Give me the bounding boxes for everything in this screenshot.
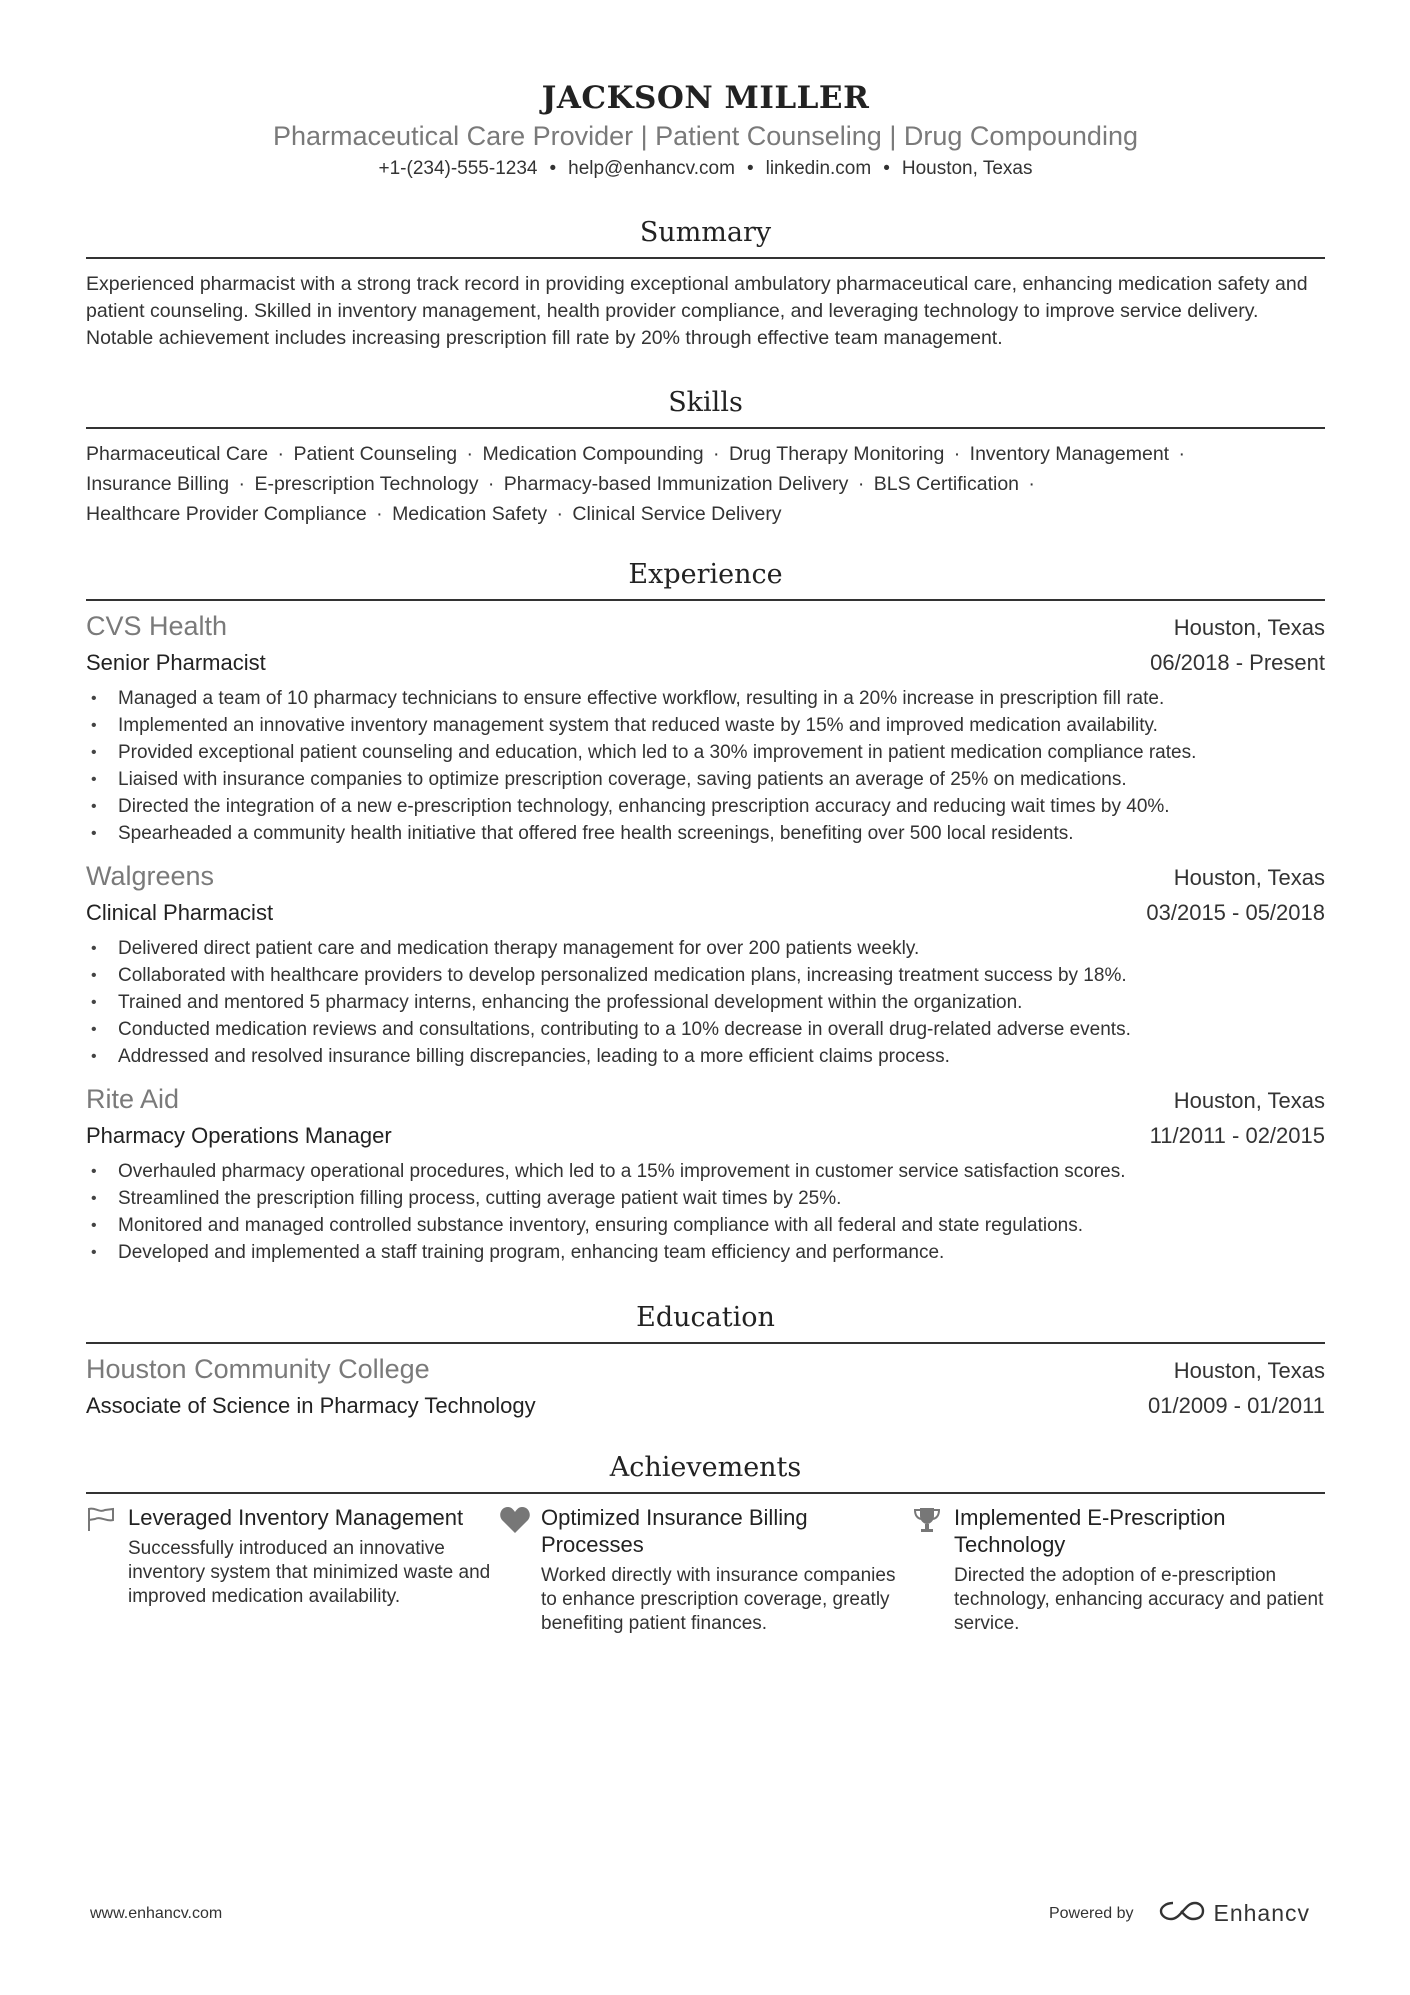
- skills-line: Healthcare Provider Compliance · Medication Safety · Clinical Service Delivery: [86, 503, 782, 525]
- skills-line: Pharmaceutical Care · Patient Counseling · Medication Compounding · Drug Therapy Monitoring · Inventory Management ·: [86, 443, 1186, 465]
- section-divider: [86, 427, 1325, 429]
- skill-item: Pharmaceutical Care: [86, 443, 269, 465]
- skill-item: Medication Safety: [392, 503, 548, 525]
- job-dates: 06/2018 - Present: [1150, 650, 1325, 675]
- section-divider: [86, 599, 1325, 601]
- achievement-description: Directed the adoption of e-prescription technology, enhancing accuracy and patient service.: [954, 1565, 1324, 1634]
- contact-email[interactable]: help@enhancv.com: [568, 158, 735, 179]
- education-entry: [86, 1352, 1325, 1424]
- company-name: CVS Health: [86, 611, 228, 641]
- section-title-experience: Experience: [628, 559, 783, 590]
- education-section: [86, 1300, 1325, 1424]
- experience-entry: [86, 609, 1325, 847]
- degree-name: Associate of Science in Pharmacy Technology: [86, 1393, 536, 1418]
- achievement-description: Successfully introduced an innovative inventory system that minimized waste and improved medication availability.: [128, 1538, 491, 1607]
- skills-line: Insurance Billing · E-prescription Technology · Pharmacy-based Immunization Delivery · BLS Certification ·: [86, 473, 1035, 495]
- bullet-item: • Managed a team of 10 pharmacy technicians to ensure effective workflow, resulting in a 20% increase in prescription fill rate.: [86, 685, 1325, 712]
- contact-linkedin[interactable]: linkedin.com: [765, 158, 872, 179]
- contact-location: Houston, Texas: [901, 158, 1033, 179]
- skill-item: Healthcare Provider Compliance: [86, 503, 367, 525]
- summary-section: [86, 215, 1325, 352]
- job-location: Houston, Texas: [1173, 615, 1325, 640]
- job-title: Clinical Pharmacist: [86, 900, 274, 925]
- achievement-title: Optimized Insurance Billing Processes: [541, 1505, 808, 1557]
- skills-list: [86, 439, 1325, 529]
- bullet-item: • Spearheaded a community health initiative that offered free health screenings, benefiting over 500 local residents.: [86, 820, 1325, 847]
- powered-by-label: Powered by: [1048, 1904, 1134, 1922]
- achievements-grid: [86, 1504, 1325, 1636]
- footer-website[interactable]: www.enhancv.com: [90, 1905, 223, 1922]
- job-location: Houston, Texas: [1173, 865, 1325, 890]
- contact-phone: +1-(234)-555-1234: [378, 158, 538, 179]
- skill-item: Drug Therapy Monitoring: [728, 443, 945, 465]
- bullet-item: • Directed the integration of a new e-prescription technology, enhancing prescription accuracy and reducing wait times by 40%.: [86, 793, 1325, 820]
- heart-icon: [499, 1504, 541, 1636]
- flag-icon: [86, 1504, 128, 1636]
- school-location: Houston, Texas: [1173, 1358, 1325, 1383]
- skill-item: Inventory Management: [969, 443, 1170, 465]
- skill-item: Insurance Billing: [86, 473, 230, 495]
- resume-header: [86, 78, 1325, 182]
- contact-separator: •: [549, 158, 557, 179]
- bullet-item: • Streamlined the prescription filling process, cutting average patient wait times by 25%.: [86, 1185, 1325, 1212]
- job-location: Houston, Texas: [1173, 1088, 1325, 1113]
- experience-entry: [86, 1082, 1325, 1266]
- bullet-item: • Monitored and managed controlled substance inventory, ensuring compliance with all federal and state regulations.: [86, 1212, 1325, 1239]
- section-title-summary: Summary: [639, 217, 772, 248]
- job-dates: 03/2015 - 05/2018: [1146, 900, 1325, 925]
- bullet-item: • Collaborated with healthcare providers to develop personalized medication plans, increasing treatment success by 18%.: [86, 962, 1325, 989]
- enhancv-logo-icon: [1159, 1899, 1205, 1928]
- experience-entry: [86, 859, 1325, 1070]
- footer-branding: [1049, 1899, 1310, 1928]
- enhancv-brand[interactable]: Enhancv: [1213, 1900, 1310, 1926]
- achievement-item: [86, 1504, 499, 1636]
- section-title-skills: Skills: [668, 387, 743, 418]
- bullet-list: [86, 935, 1325, 1070]
- candidate-tagline: Pharmaceutical Care Provider | Patient Counseling | Drug Compounding: [273, 121, 1138, 151]
- summary-text: Experienced pharmacist with a strong track record in providing exceptional ambulatory pharmaceutical care, enhancing medication safety and patient counseling. Skilled in inventory management, health provider compliance, and leveraging technology to improve service delivery. Notable achievement includes increasing prescription fill rate by 20% through effective team management.: [86, 273, 1308, 349]
- skill-item: BLS Certification: [873, 473, 1020, 495]
- company-name: Rite Aid: [86, 1084, 180, 1114]
- job-dates: 11/2011 - 02/2015: [1149, 1123, 1325, 1148]
- achievements-section: [86, 1450, 1325, 1636]
- skills-section: [86, 385, 1325, 529]
- skill-item: E-prescription Technology: [254, 473, 479, 495]
- bullet-list: [86, 685, 1325, 847]
- skill-item: Clinical Service Delivery: [572, 503, 782, 525]
- contact-line: [86, 156, 1325, 182]
- bullet-item: • Delivered direct patient care and medication therapy management for over 200 patients weekly.: [86, 935, 1325, 962]
- candidate-name: JACKSON MILLER: [541, 80, 870, 116]
- contact-separator: •: [883, 158, 890, 179]
- contact-separator: •: [746, 158, 754, 179]
- skill-item: Patient Counseling: [293, 443, 458, 465]
- achievement-item: [499, 1504, 912, 1636]
- trophy-icon: [912, 1504, 954, 1636]
- bullet-list: [86, 1158, 1325, 1266]
- company-name: Walgreens: [86, 861, 215, 891]
- education-dates: 01/2009 - 01/2011: [1148, 1393, 1325, 1418]
- resume-page: [86, 0, 1325, 1636]
- bullet-item: • Implemented an innovative inventory management system that reduced waste by 15% and improved medication availability.: [86, 712, 1325, 739]
- bullet-item: • Developed and implemented a staff training program, enhancing team efficiency and performance.: [86, 1239, 1325, 1266]
- bullet-item: • Liaised with insurance companies to optimize prescription coverage, saving patients an average of 25% on medications.: [86, 766, 1325, 793]
- bullet-item: • Trained and mentored 5 pharmacy interns, enhancing the professional development within the organization.: [86, 989, 1325, 1016]
- section-divider: [86, 257, 1325, 259]
- school-name: Houston Community College: [86, 1354, 430, 1384]
- section-title-education: Education: [636, 1302, 775, 1333]
- bullet-item: • Conducted medication reviews and consultations, contributing to a 10% decrease in overall drug-related adverse events.: [86, 1016, 1325, 1043]
- bullet-item: • Overhauled pharmacy operational procedures, which led to a 15% improvement in customer service satisfaction scores.: [86, 1158, 1325, 1185]
- section-title-achievements: Achievements: [609, 1452, 802, 1483]
- skill-item: Pharmacy-based Immunization Delivery: [503, 473, 849, 495]
- achievement-title: Implemented E-Prescription Technology: [954, 1505, 1226, 1557]
- experience-section: [86, 557, 1325, 1266]
- achievement-item: [912, 1504, 1325, 1636]
- achievement-title: Leveraged Inventory Management: [128, 1505, 464, 1530]
- bullet-item: • Provided exceptional patient counseling and education, which led to a 30% improvement in patient medication compliance rates.: [86, 739, 1325, 766]
- achievement-description: Worked directly with insurance companies to enhance prescription coverage, greatly benefiting patient finances.: [541, 1565, 896, 1634]
- skill-item: Medication Compounding: [482, 443, 704, 465]
- section-divider: [86, 1342, 1325, 1344]
- section-divider: [86, 1492, 1325, 1494]
- job-title: Senior Pharmacist: [86, 650, 266, 675]
- bullet-item: • Addressed and resolved insurance billing discrepancies, leading to a more efficient claims process.: [86, 1043, 1325, 1070]
- job-title: Pharmacy Operations Manager: [86, 1123, 392, 1148]
